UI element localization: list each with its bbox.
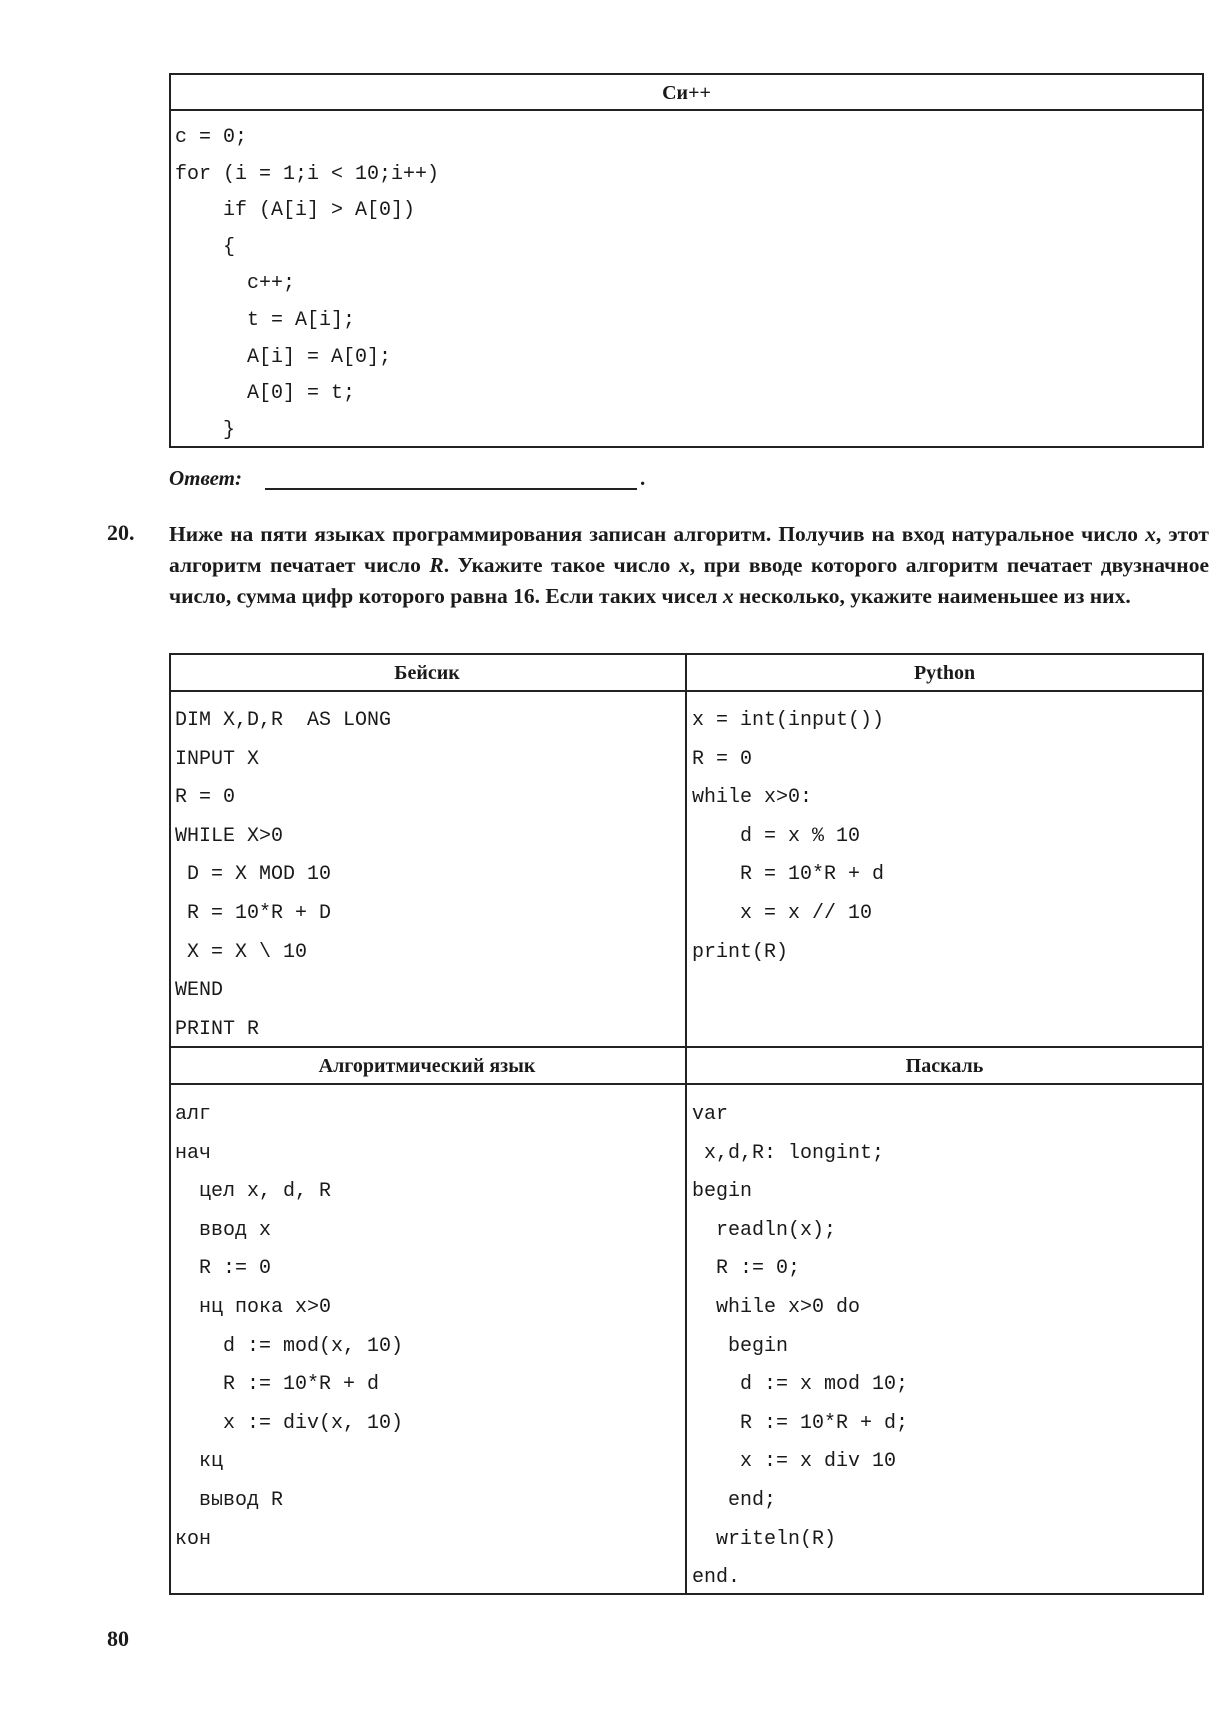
code-line: if (A[i] > A[0]) — [175, 199, 416, 223]
code-line: WHILE X>0 — [175, 824, 284, 848]
pascal-header: Паскаль — [905, 1055, 984, 1077]
code-line: PRINT R — [175, 1017, 260, 1041]
task-text-part: Ниже на пяти языках программирования записан алгоритм. Получив на вход натуральное число — [169, 522, 1146, 546]
code-line: end; — [692, 1489, 777, 1512]
code-line: D = X MOD 10 — [175, 863, 332, 887]
code-line: t = A[i]; — [175, 309, 356, 332]
code-line: цел x, d, R — [175, 1180, 332, 1204]
code-line: R = 0 — [692, 747, 753, 771]
code-line: R = 10*R + d — [692, 863, 885, 887]
code-line: } — [175, 418, 236, 442]
answer-input[interactable] — [265, 488, 637, 490]
code-line: DIM X,D,R AS LONG — [175, 709, 392, 732]
var-r: R — [429, 553, 444, 577]
code-line: X = X \ 10 — [175, 940, 308, 964]
code-line: readln(x); — [692, 1218, 837, 1242]
code-line: R := 10*R + d — [175, 1373, 380, 1397]
code-line: begin — [692, 1180, 753, 1204]
var-x: x — [722, 584, 734, 608]
var-x: x — [678, 553, 690, 577]
code-line: нц пока x>0 — [175, 1296, 332, 1319]
code-line: A[0] = t; — [175, 382, 356, 406]
code-line: x = x // 10 — [692, 902, 873, 925]
code-line: x := div(x, 10) — [175, 1411, 404, 1435]
code-line: R = 10*R + D — [175, 902, 332, 925]
code-line: { — [175, 235, 236, 259]
code-line: while x>0: — [692, 786, 813, 810]
code-line: begin — [692, 1334, 789, 1358]
code-line: A[i] = A[0]; — [175, 345, 392, 369]
code-line: ввод x — [175, 1218, 272, 1242]
answer-label: Ответ: — [169, 466, 242, 490]
divider — [685, 653, 687, 1595]
code-line: x = int(input()) — [692, 709, 885, 732]
task-text — [169, 519, 1209, 612]
code-line: x,d,R: longint; — [692, 1141, 885, 1165]
code-line: R := 10*R + d; — [692, 1411, 909, 1435]
code-line: print(R) — [692, 940, 789, 964]
algo-header: Алгоритмический язык — [318, 1055, 536, 1077]
divider — [169, 690, 1204, 692]
code-line: x := x div 10 — [692, 1450, 897, 1474]
code-line: R := 0 — [175, 1257, 272, 1281]
code-line: for (i = 1;i < 10;i++) — [175, 162, 440, 186]
code-line: c++; — [175, 272, 296, 296]
var-x: x — [1145, 522, 1156, 546]
task-text-part: , при вводе которого алгоритм печатает двузначное число, сумма цифр которого равна 16. Если таких чисел — [169, 553, 1209, 608]
task-number: 20. — [107, 520, 135, 545]
code-line: writeln(R) — [692, 1527, 837, 1551]
code-line: INPUT X — [175, 747, 260, 771]
code-line: var — [692, 1103, 729, 1126]
cpp-header: Си++ — [662, 82, 711, 104]
page-number: 80 — [107, 1626, 129, 1651]
task-text-part: . Укажите такое число — [443, 553, 679, 577]
divider — [169, 1046, 1204, 1048]
code-line: c = 0; — [175, 126, 248, 149]
divider — [169, 109, 1204, 111]
code-line: end. — [692, 1566, 741, 1590]
task-text-part: несколько, укажите наименьшее из них. — [733, 584, 1131, 608]
code-line: d = x % 10 — [692, 824, 861, 848]
code-line: while x>0 do — [692, 1296, 861, 1319]
code-line: d := x mod 10; — [692, 1373, 909, 1397]
code-line: кон — [175, 1527, 212, 1551]
code-line: алг — [175, 1103, 212, 1126]
code-line: нач — [175, 1141, 212, 1165]
code-line: кц — [175, 1450, 224, 1474]
code-line: R = 0 — [175, 786, 236, 810]
code-line: R := 0; — [692, 1257, 801, 1281]
divider — [169, 1083, 1204, 1085]
python-header: Python — [913, 662, 976, 684]
code-line: d := mod(x, 10) — [175, 1334, 404, 1358]
answer-period: . — [640, 466, 646, 490]
task-text-part: , этот алгоритм печатает число — [169, 522, 1209, 577]
code-line: вывод R — [175, 1489, 284, 1512]
basic-header: Бейсик — [394, 662, 460, 684]
code-line: WEND — [175, 979, 224, 1003]
